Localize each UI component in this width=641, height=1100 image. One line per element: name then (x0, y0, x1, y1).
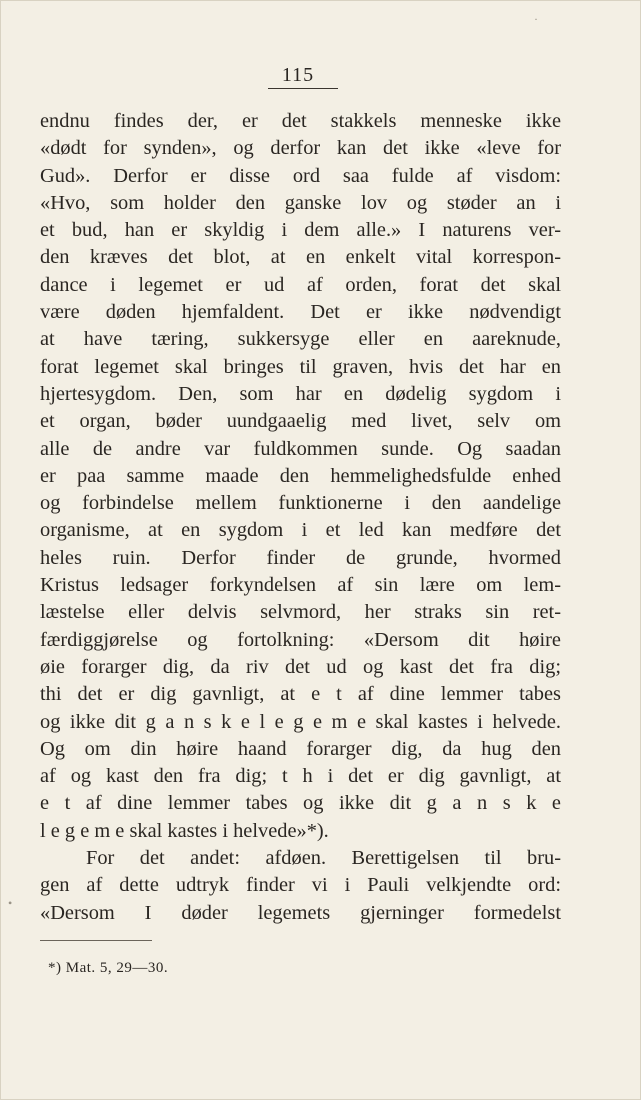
page-number-rule (268, 88, 338, 89)
text-line: og forbindelse mellem funktionerne i den aandelige (40, 492, 561, 515)
text-line: forat legemet skal bringes til graven, hvis det har en (40, 355, 561, 378)
paper-speck: • (8, 896, 13, 910)
text-line: være døden hjemfaldent. Det er ikke nødvendigt (40, 301, 561, 324)
text-line: et bud, han er skyldig i dem alle.» I naturens ver- (40, 219, 561, 242)
text-line: er paa samme maade den hemmelighedsfulde enhed (40, 464, 561, 487)
text-line: læstelse eller delvis selvmord, her straks sin ret- (40, 601, 561, 624)
text-line: gen af dette udtryk finder vi i Pauli velkjendte ord: (40, 874, 561, 897)
text-line: Og om din høire haand forarger dig, da hug den (40, 737, 561, 760)
paper-speck: · (534, 12, 538, 26)
text-line: dance i legemet er ud af orden, forat det skal (40, 273, 561, 296)
text-line: thi det er dig gavnligt, at e t af dine lemmer tabes (40, 683, 561, 706)
page-number: 115 (281, 64, 315, 86)
text-line: For det andet: afdøen. Berettigelsen til bru- (86, 847, 561, 870)
text-line: organisme, at en sygdom i et led kan medføre det (40, 519, 561, 542)
footnote: *) Mat. 5, 29—30. (48, 960, 169, 976)
text-line: færdiggjørelse og fortolkning: «Dersom dit høire (40, 628, 561, 651)
text-line: et organ, bøder uundgaaelig med livet, selv om (40, 410, 561, 433)
text-line: «Hvo, som holder den ganske lov og støder an i (40, 191, 561, 214)
body-text (40, 108, 561, 927)
text-line: heles ruin. Derfor finder de grunde, hvormed (40, 546, 561, 569)
text-line: l e g e m e skal kastes i helvede»*). (40, 819, 329, 842)
text-line: hjertesygdom. Den, som har en dødelig sygdom i (40, 382, 561, 405)
text-line: Kristus ledsager forkyndelsen af sin lære om lem- (40, 574, 561, 597)
text-line: Gud». Derfor er disse ord saa fulde af visdom: (40, 164, 561, 187)
text-line: alle de andre var fuldkommen sunde. Og saadan (40, 437, 561, 460)
text-line: endnu findes der, er det stakkels menneske ikke (40, 110, 561, 132)
text-line: at have tæring, sukkersyge eller en aareknude, (40, 328, 561, 351)
text-line: «Dersom I døder legemets gjerninger formedelst (40, 901, 561, 924)
text-line: e t af dine lemmer tabes og ikke dit g a n s k e (40, 792, 561, 815)
text-line: af og kast den fra dig; t h i det er dig gavnligt, at (40, 765, 561, 788)
text-line: «dødt for synden», og derfor kan det ikke «leve for (40, 137, 561, 160)
text-line: øie forarger dig, da riv det ud og kast det fra dig; (40, 655, 561, 678)
footnote-rule (40, 940, 152, 941)
text-line: og ikke dit g a n s k e l e g e m e skal kastes i helvede. (40, 710, 561, 733)
text-line: den kræves det blot, at en enkelt vital korrespon- (40, 246, 561, 269)
